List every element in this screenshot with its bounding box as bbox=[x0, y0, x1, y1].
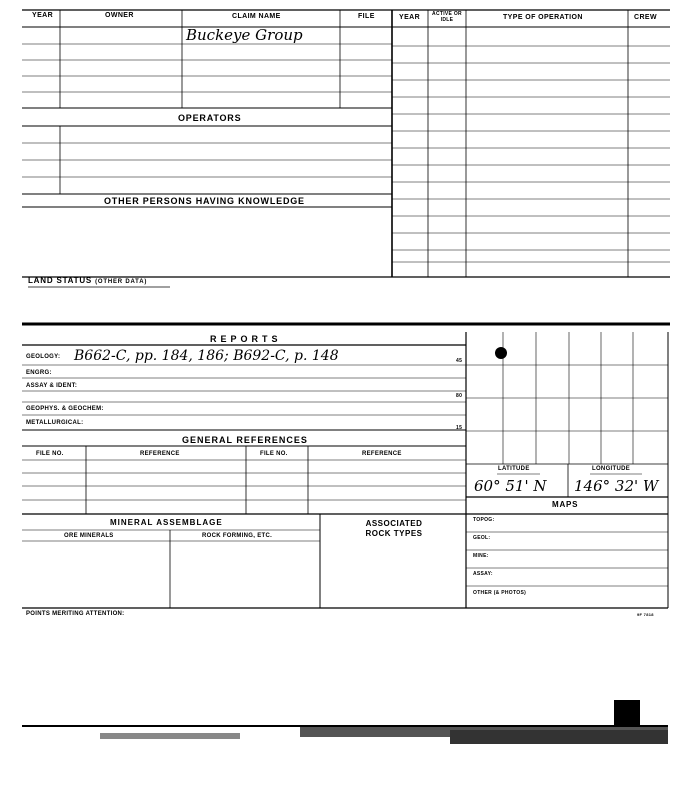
operations-year-header: YEAR bbox=[399, 14, 421, 21]
rock-forming-header: ROCK FORMING, ETC. bbox=[202, 533, 273, 539]
claims-claim-name-header: CLAIM NAME bbox=[232, 13, 281, 20]
claims-year-header: YEAR bbox=[32, 12, 54, 19]
maps-mine: MINE: bbox=[473, 553, 489, 559]
engrg-label: ENGRG: bbox=[26, 370, 52, 376]
location-dot-marker bbox=[495, 347, 507, 359]
margin-number-15: 15 bbox=[456, 425, 463, 431]
longitude-value: 146° 32' W bbox=[574, 477, 659, 495]
maps-geol: GEOL: bbox=[473, 535, 491, 541]
maps-topog: TOPOG: bbox=[473, 517, 495, 523]
maps-other-photos: OTHER (& PHOTOS) bbox=[473, 590, 527, 596]
land-status-subtitle: (OTHER DATA) bbox=[95, 279, 148, 285]
ref-col-file-no-1: FILE NO. bbox=[36, 451, 64, 457]
ref-col-reference-2: REFERENCE bbox=[362, 451, 402, 457]
mineral-assemblage-title: MINERAL ASSEMBLAGE bbox=[110, 518, 223, 527]
ref-col-file-no-2: FILE NO. bbox=[260, 451, 288, 457]
claim-name-value: Buckeye Group bbox=[186, 26, 303, 44]
operations-crew-header: CREW bbox=[634, 14, 657, 21]
assay-ident-label: ASSAY & IDENT: bbox=[26, 383, 78, 389]
land-status-label: LAND STATUS bbox=[28, 276, 93, 285]
metallurgical-label: METALLURGICAL: bbox=[26, 420, 84, 426]
maps-title: MAPS bbox=[552, 500, 579, 509]
margin-number-80: 80 bbox=[456, 393, 463, 399]
latitude-value: 60° 51' N bbox=[474, 477, 547, 495]
general-references-title: GENERAL REFERENCES bbox=[182, 435, 308, 445]
operators-title: OPERATORS bbox=[178, 113, 242, 123]
ref-col-reference-1: REFERENCE bbox=[140, 451, 180, 457]
associated-rock-types-line1: ASSOCIATED bbox=[365, 519, 423, 528]
geology-value: B662-C, pp. 184, 186; B692-C, p. 148 bbox=[74, 348, 339, 364]
geology-label: GEOLOGY: bbox=[26, 354, 61, 360]
claims-file-header: FILE bbox=[358, 13, 375, 20]
operations-type-header: TYPE OF OPERATION bbox=[503, 14, 583, 21]
margin-number-45: 45 bbox=[456, 358, 463, 364]
longitude-label: LONGITUDE bbox=[592, 466, 631, 472]
operations-active-idle-header: ACTIVE OR IDLE bbox=[432, 11, 462, 23]
form-number: 9F 7818 bbox=[637, 612, 654, 617]
claims-owner-header: OWNER bbox=[105, 12, 134, 19]
land-status-title bbox=[28, 276, 147, 285]
reports-title: REPORTS bbox=[210, 334, 282, 344]
latitude-label: LATITUDE bbox=[498, 466, 530, 472]
maps-assay: ASSAY: bbox=[473, 571, 493, 577]
associated-rock-types-line2: ROCK TYPES bbox=[365, 529, 423, 538]
other-persons-title: OTHER PERSONS HAVING KNOWLEDGE bbox=[104, 196, 305, 206]
geophys-geochem-label: GEOPHYS. & GEOCHEM: bbox=[26, 406, 104, 412]
points-meriting-attention-title: POINTS MERITING ATTENTION: bbox=[26, 611, 125, 617]
ore-minerals-header: ORE MINERALS bbox=[64, 533, 114, 539]
